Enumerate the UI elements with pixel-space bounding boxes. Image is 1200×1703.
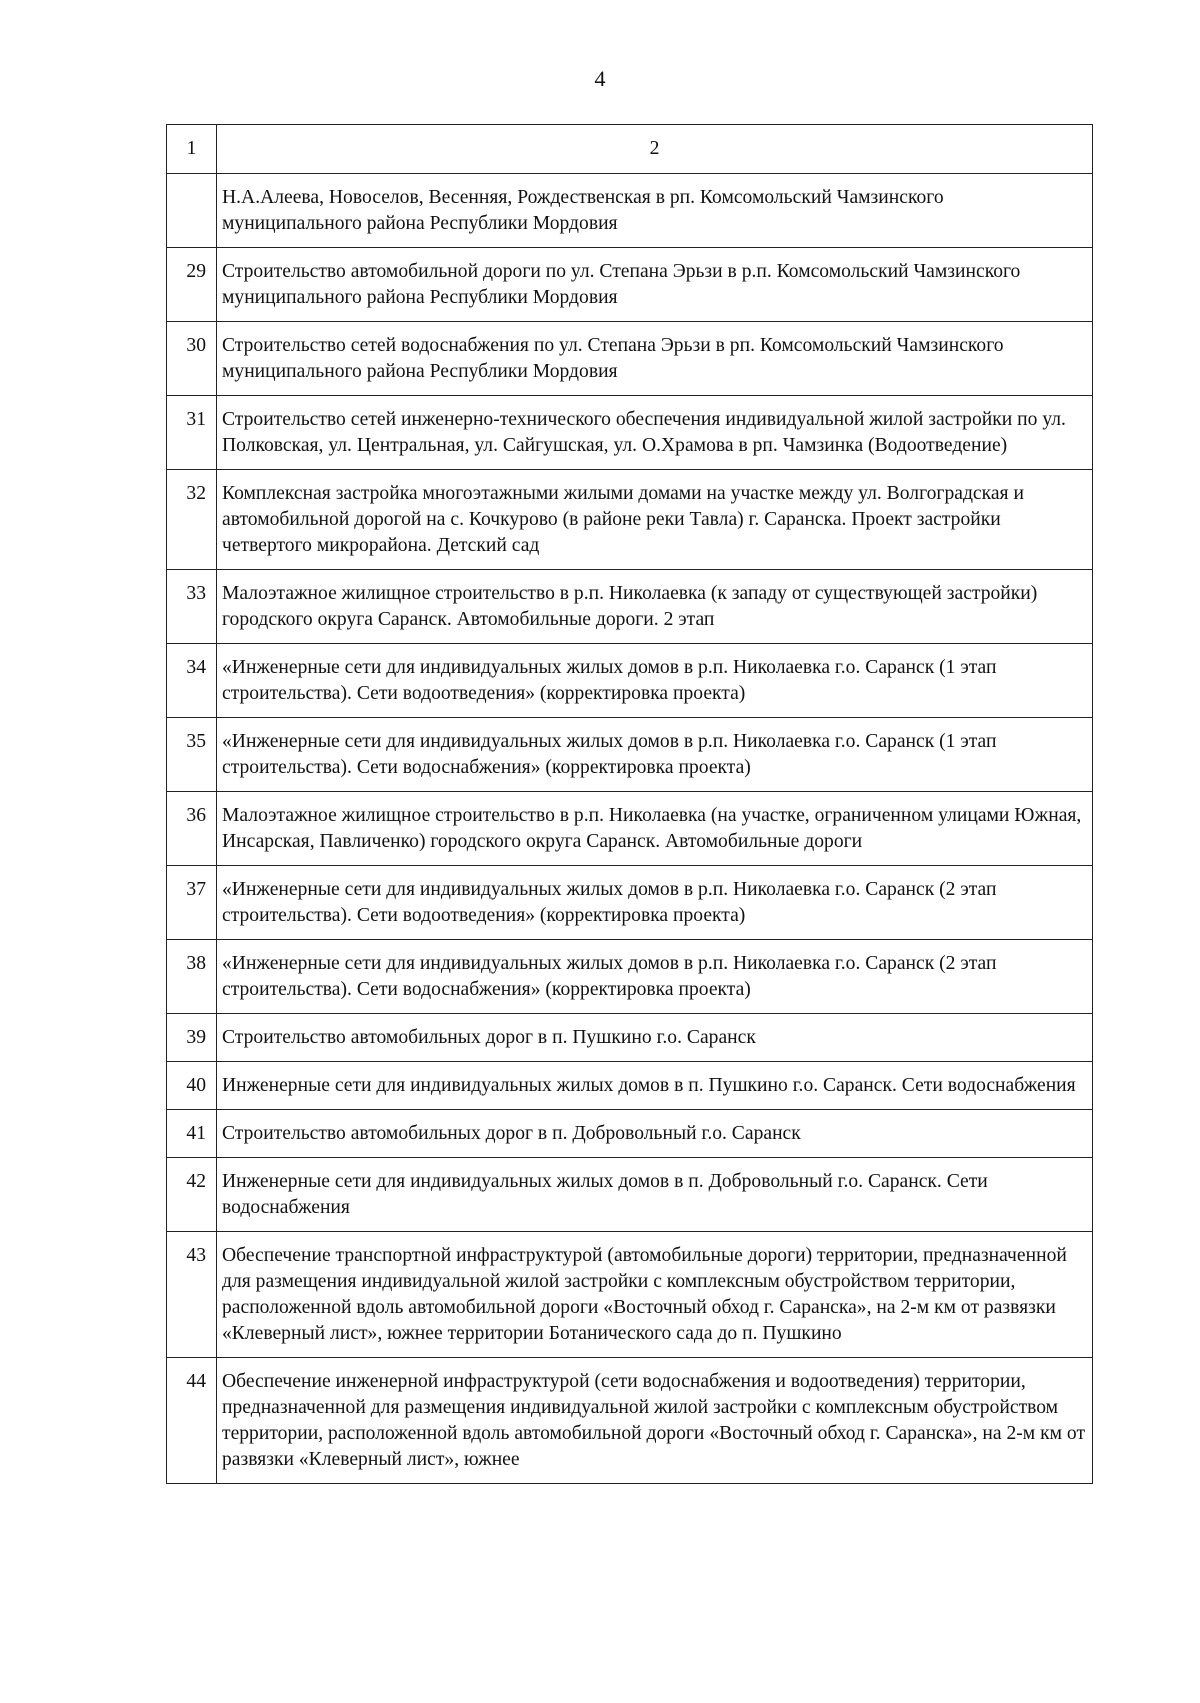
row-text: Строительство сетей инженерно-технического обеспечения индивидуальной жилой застройки по ул. Полковская, ул. Центральная, ул. Сайгушская, ул. О.Храмова в рп. Чамзинка (Водоотведение) [217, 396, 1093, 470]
row-text: Строительство автомобильных дорог в п. Добровольный г.о. Саранск [217, 1110, 1093, 1158]
row-number: 42 [167, 1158, 217, 1232]
row-text: Строительство автомобильной дороги по ул. Степана Эрьзи в р.п. Комсомольский Чамзинского муниципального района Республики Мордовия [217, 248, 1093, 322]
row-text: «Инженерные сети для индивидуальных жилых домов в р.п. Николаевка г.о. Саранск (2 этап строительства). Сети водоснабжения» (корректировка проекта) [217, 940, 1093, 1014]
table-header-row [167, 125, 1093, 174]
table-row [167, 322, 1093, 396]
row-number: 31 [167, 396, 217, 470]
row-text: Строительство сетей водоснабжения по ул. Степана Эрьзи в рп. Комсомольский Чамзинского муниципального района Республики Мордовия [217, 322, 1093, 396]
table-row [167, 866, 1093, 940]
row-number: 36 [167, 792, 217, 866]
table-row [167, 1358, 1093, 1484]
row-number: 37 [167, 866, 217, 940]
row-number: 30 [167, 322, 217, 396]
row-text: Строительство автомобильных дорог в п. Пушкино г.о. Саранск [217, 1014, 1093, 1062]
table-row [167, 1062, 1093, 1110]
row-number: 44 [167, 1358, 217, 1484]
row-number: 40 [167, 1062, 217, 1110]
row-number: 41 [167, 1110, 217, 1158]
row-number: 35 [167, 718, 217, 792]
table-row [167, 570, 1093, 644]
row-number: 33 [167, 570, 217, 644]
row-number: 43 [167, 1232, 217, 1358]
table-row [167, 718, 1093, 792]
row-number: 34 [167, 644, 217, 718]
table-row [167, 940, 1093, 1014]
row-number: 38 [167, 940, 217, 1014]
page-number: 4 [594, 66, 606, 91]
row-text: Инженерные сети для индивидуальных жилых домов в п. Добровольный г.о. Саранск. Сети водоснабжения [217, 1158, 1093, 1232]
row-number: 32 [167, 470, 217, 570]
row-number [167, 174, 217, 248]
row-text: Н.А.Алеева, Новоселов, Весенняя, Рождественская в рп. Комсомольский Чамзинского муниципального района Республики Мордовия [217, 174, 1093, 248]
table-row [167, 1232, 1093, 1358]
row-number: 39 [167, 1014, 217, 1062]
table-row [167, 470, 1093, 570]
header-cell-text: 2 [217, 125, 1093, 174]
table-row [167, 248, 1093, 322]
row-text: Малоэтажное жилищное строительство в р.п. Николаевка (к западу от существующей застройки) городского округа Саранск. Автомобильные дороги. 2 этап [217, 570, 1093, 644]
table-row [167, 1158, 1093, 1232]
row-text: «Инженерные сети для индивидуальных жилых домов в р.п. Николаевка г.о. Саранск (1 этап строительства). Сети водоотведения» (корректировка проекта) [217, 644, 1093, 718]
header-cell-number: 1 [167, 125, 217, 174]
row-text: Обеспечение инженерной инфраструктурой (сети водоснабжения и водоотведения) территории, предназначенной для размещения индивидуальной жилой застройки с комплексным обустройством территории, расположенной вдоль автомобильной дороги «Восточный обход г. Саранска», на 2-м км от развязки «Клеверный лист», южнее [217, 1358, 1093, 1484]
table-row [167, 174, 1093, 248]
objects-table [166, 124, 1093, 1484]
row-text: Инженерные сети для индивидуальных жилых домов в п. Пушкино г.о. Саранск. Сети водоснабжения [217, 1062, 1093, 1110]
table-row [167, 396, 1093, 470]
row-number: 29 [167, 248, 217, 322]
table-row [167, 792, 1093, 866]
table-row [167, 1014, 1093, 1062]
row-text: Малоэтажное жилищное строительство в р.п. Николаевка (на участке, ограниченном улицами Южная, Инсарская, Павличенко) городского округа Саранск. Автомобильные дороги [217, 792, 1093, 866]
row-text: Комплексная застройка многоэтажными жилыми домами на участке между ул. Волгоградская и автомобильной дорогой на с. Кочкурово (в районе реки Тавла) г. Саранска. Проект застройки четвертого микрорайона. Детский сад [217, 470, 1093, 570]
row-text: «Инженерные сети для индивидуальных жилых домов в р.п. Николаевка г.о. Саранск (2 этап строительства). Сети водоотведения» (корректировка проекта) [217, 866, 1093, 940]
row-text: «Инженерные сети для индивидуальных жилых домов в р.п. Николаевка г.о. Саранск (1 этап строительства). Сети водоснабжения» (корректировка проекта) [217, 718, 1093, 792]
row-text: Обеспечение транспортной инфраструктурой (автомобильные дороги) территории, предназначенной для размещения индивидуальной жилой застройки с комплексным обустройством территории, расположенной вдоль автомобильной дороги «Восточный обход г. Саранска», на 2-м км от развязки «Клеверный лист», южнее территории Ботанического сада до п. Пушкино [217, 1232, 1093, 1358]
table-row [167, 1110, 1093, 1158]
table-row [167, 644, 1093, 718]
